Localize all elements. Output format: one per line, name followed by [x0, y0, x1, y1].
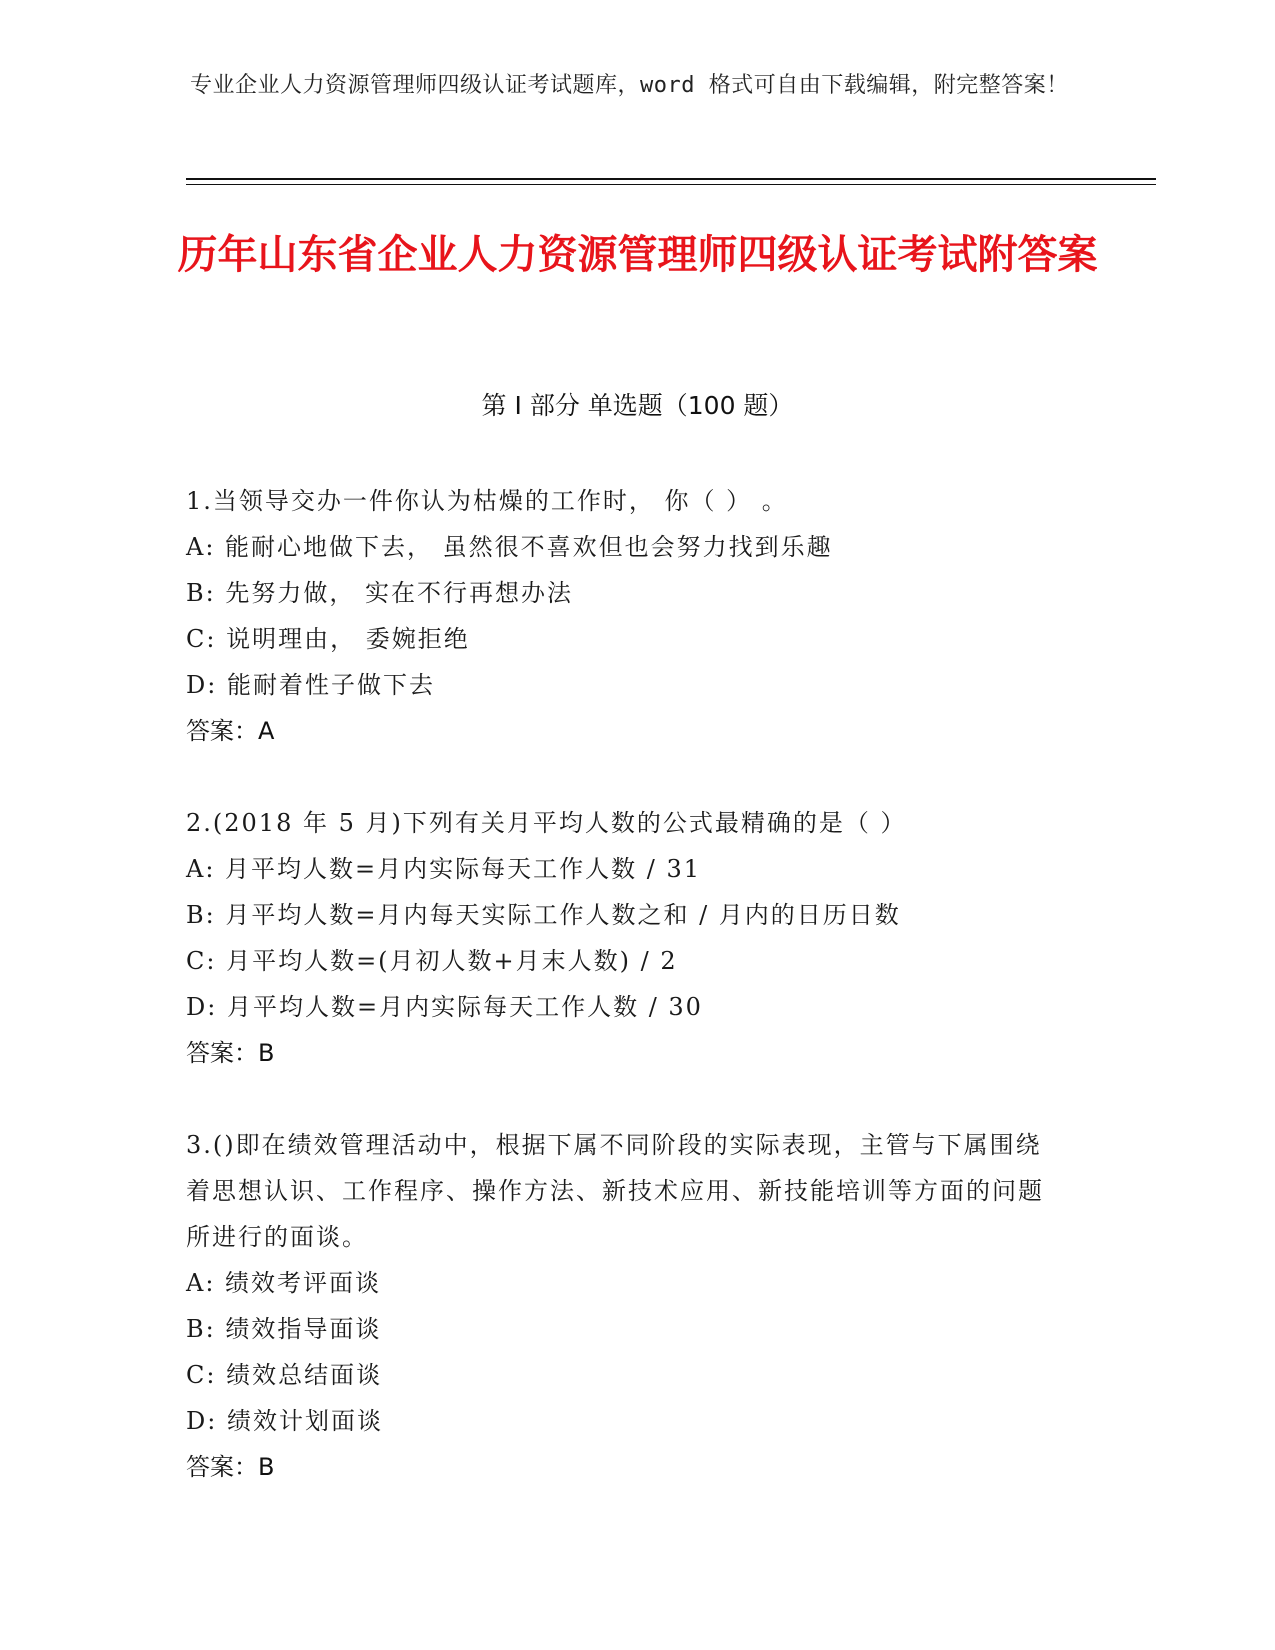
question-text: 1.当领导交办一件你认为枯燥的工作时， 你（ ） 。 — [186, 487, 788, 515]
question-list — [186, 478, 1066, 1536]
option-a: A: 能耐心地做下去， 虽然很不喜欢但也会努力找到乐趣 — [186, 533, 833, 561]
option-c: C: 说明理由， 委婉拒绝 — [186, 625, 470, 653]
question-text: 2.(2018 年 5 月)下列有关月平均人数的公式最精确的是（ ） — [186, 809, 907, 837]
header-divider-thin — [186, 184, 1156, 185]
answer: 答案：B — [186, 1039, 275, 1067]
option-a: A: 绩效考评面谈 — [186, 1269, 382, 1297]
option-d: D: 绩效计划面谈 — [186, 1407, 383, 1435]
header-note: 专业企业人力资源管理师四级认证考试题库，word 格式可自由下载编辑，附完整答案！ — [190, 73, 1069, 98]
answer: 答案：A — [186, 717, 275, 745]
question-3 — [186, 1122, 1066, 1490]
question-1 — [186, 478, 1066, 754]
option-c: C: 绩效总结面谈 — [186, 1361, 383, 1389]
question-2 — [186, 800, 1066, 1076]
option-b: B: 月平均人数=月内每天实际工作人数之和 / 月内的日历日数 — [186, 901, 901, 929]
document-title: 历年山东省企业人力资源管理师四级认证考试附答案 — [177, 232, 1098, 278]
option-a: A: 月平均人数=月内实际每天工作人数 / 31 — [186, 855, 702, 883]
question-text: 3.()即在绩效管理活动中，根据下属不同阶段的实际表现，主管与下属围绕着思想认识、工作程序、操作方法、新技术应用、新技能培训等方面的问题所进行的面谈。 — [186, 1131, 1044, 1251]
option-d: D: 能耐着性子做下去 — [186, 671, 435, 699]
option-d: D: 月平均人数=月内实际每天工作人数 / 30 — [186, 993, 703, 1021]
answer: 答案：B — [186, 1453, 275, 1481]
header-divider-thick — [186, 178, 1156, 180]
section-title: 第 I 部分 单选题（100 题） — [481, 391, 794, 420]
option-b: B: 先努力做， 实在不行再想办法 — [186, 579, 573, 607]
option-b: B: 绩效指导面谈 — [186, 1315, 382, 1343]
option-c: C: 月平均人数=(月初人数+月末人数) / 2 — [186, 947, 678, 975]
